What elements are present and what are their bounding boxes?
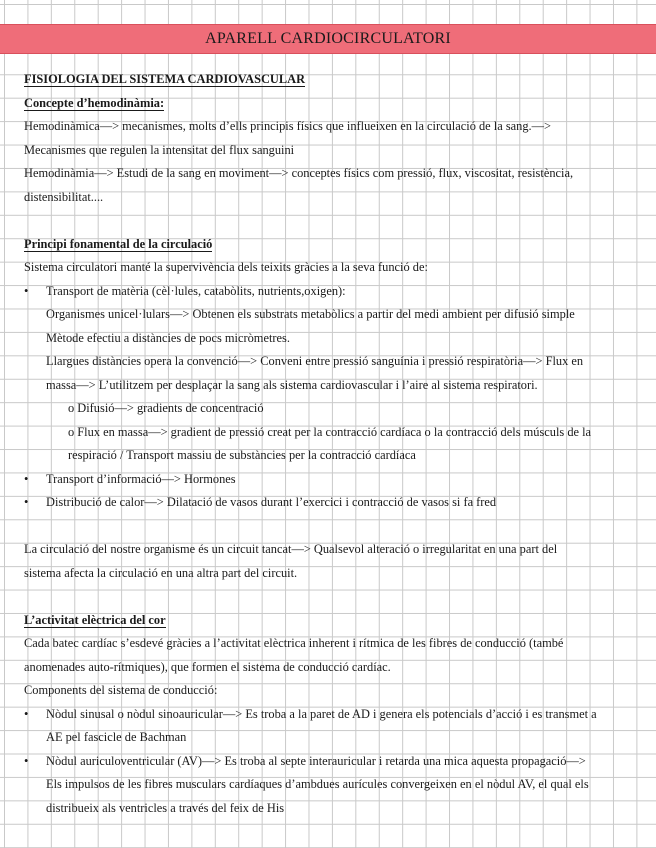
bullet-item: • Nòdul auriculoventricular (AV)—> Es troba al septe interauricular i retarda una mica aquesta propagació—> — [24, 750, 638, 774]
subheading-activitat: L’activitat elèctrica del cor — [24, 612, 166, 627]
paragraph-line: Els impulsos de les fibres musculars cardíaques d’ambdues aurícules convergeixen en el nòdul AV, el qual els — [46, 777, 589, 791]
paragraph-line: massa—> L’utilitzem per desplaçar la sang als sistema cardiovascular i l’aire al sistema respiratori. — [46, 377, 538, 392]
paragraph-line: Hemodinàmica—> mecanismes, molts d’ells principis físics que influeixen en la circulació de la sang.—> — [24, 119, 552, 133]
paragraph-line: AE pel fascicle de Bachman — [46, 730, 187, 744]
blank-line — [24, 515, 638, 539]
blank-line — [24, 585, 638, 609]
section-title: FISIOLOGIA DEL SISTEMA CARDIOVASCULAR — [24, 72, 306, 86]
paragraph-line: Sistema circulatori manté la supervivència dels teixits gràcies a la seva funció de: — [24, 260, 428, 274]
page-header-banner — [0, 24, 656, 54]
paragraph-line: La circulació del nostre organisme és un circuit tancat—> Qualsevol alteració o irregularitat en una part del — [24, 542, 558, 556]
bullet-item: • Nòdul sinusal o nòdul sinoauricular—> Es troba a la paret de AD i genera els potencials d’acció i es transmet a — [24, 703, 638, 727]
paragraph-line: sistema afecta la circulació en una altra part del circuit. — [24, 565, 298, 580]
page-title: APARELL CARDIOCIRCULATORI — [205, 30, 451, 47]
paragraph-line: distribueix als ventricles a través del feix de His — [46, 800, 285, 815]
paragraph-line: Organismes unicel·lulars—> Obtenen els substrats metabòlics a partir del medi ambient per difusió simple — [46, 307, 575, 321]
subheading-hemodinamia: Concepte d’hemodinàmia: — [24, 95, 165, 110]
bullet-item: • Transport de matèria (cèl·lules, catabòlits, nutrients,oxigen): — [24, 280, 638, 304]
blank-line — [24, 209, 638, 233]
paragraph-line: Cada batec cardíac s’esdevé gràcies a l’activitat elèctrica inherent i rítmica de les fibres de conducció (també — [24, 636, 564, 650]
paragraph-line: Llargues distàncies opera la convenció—> Conveni entre pressió sanguínia i pressió respiratòria—> Flux en — [46, 354, 584, 368]
paragraph-line: Components del sistema de conducció: — [24, 683, 218, 697]
paragraph-line: Mètode efectiu a distàncies de pocs micròmetres. — [46, 330, 290, 345]
sub-bullet-item: o Difusió—> gradients de concentració — [68, 401, 264, 415]
subheading-principi: Principi fonamental de la circulació — [24, 236, 213, 251]
paragraph-line: distensibilitat.... — [24, 189, 104, 204]
bullet-item: • Distribució de calor—> Dilatació de vasos durant l’exercici i contracció de vasos si fa fred — [24, 491, 638, 515]
paragraph-line: anomenades auto-rítmiques), que formen el sistema de conducció cardíac. — [24, 659, 391, 674]
paragraph-line: Mecanismes que regulen la intensitat del flux sanguini — [24, 142, 295, 157]
sub-bullet-item: o Flux en massa—> gradient de pressió creat per la contracció cardíaca o la contracció dels músculs de la — [68, 424, 592, 439]
bullet-item: • Transport d’informació—> Hormones — [24, 468, 638, 492]
paragraph-line: respiració / Transport massiu de substàncies per la contracció cardíaca — [68, 448, 416, 462]
paragraph-line: Hemodinàmia—> Estudi de la sang en moviment—> conceptes físics com pressió, flux, viscositat, resistència, — [24, 166, 574, 180]
document-body — [24, 68, 638, 820]
